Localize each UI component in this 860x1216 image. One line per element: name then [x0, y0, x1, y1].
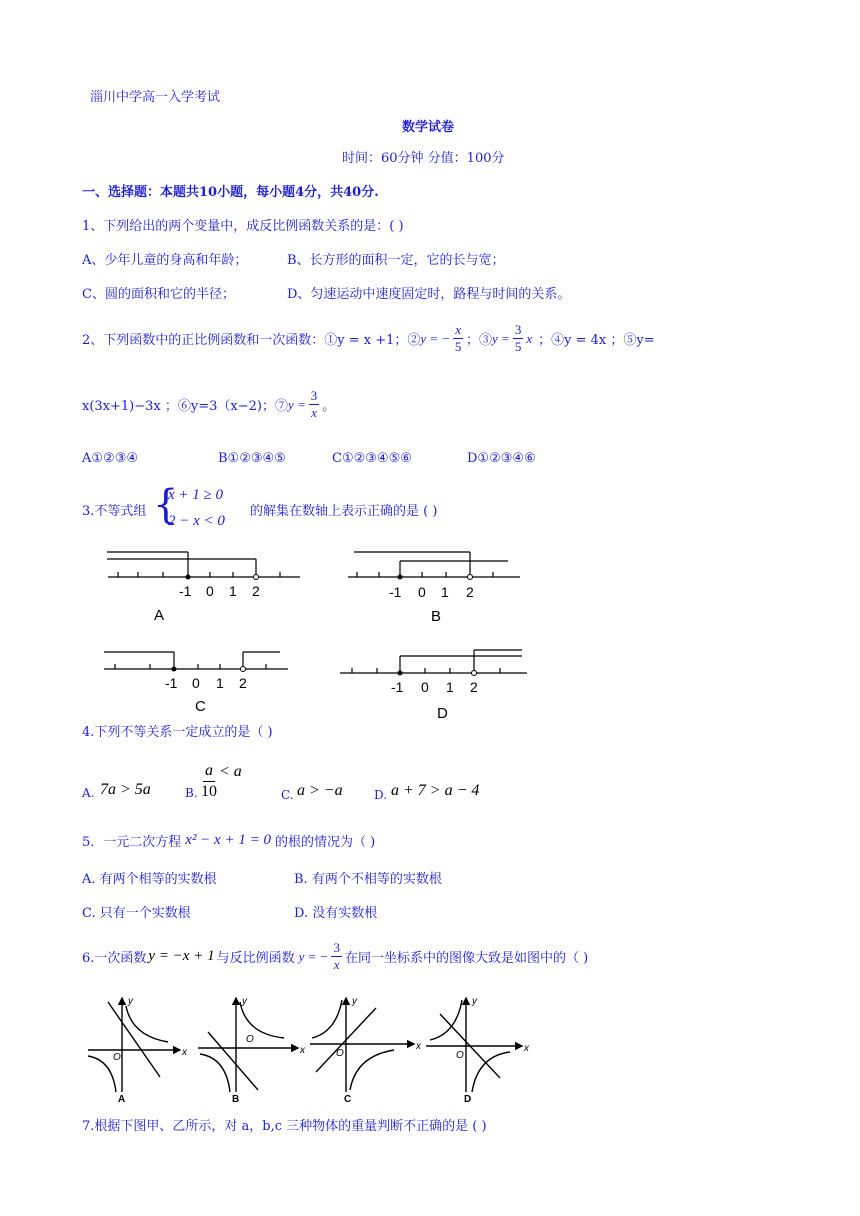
q4-option-c-label: C. — [281, 788, 294, 802]
q3-brace: { — [153, 482, 179, 528]
q6-graph-d — [426, 998, 522, 1092]
q2-f2-den: 5 — [514, 339, 522, 354]
q2-f2-rhs: x — [526, 330, 533, 346]
q6-f-lhs: y = − — [298, 948, 329, 964]
q2-f3-lhs: y = — [287, 396, 306, 412]
q3-d-tick-0: 0 — [421, 679, 429, 695]
q5-option-d: D. 没有实数根 — [294, 906, 378, 921]
q2-option-a: A①②③④ — [82, 451, 139, 466]
q2-text-3: ；④y = 4x ；⑤y= — [538, 333, 655, 348]
q3-b-tick-neg1: -1 — [389, 584, 402, 600]
q3-b-tick-2: 2 — [466, 584, 474, 600]
q3-ineq-2: 2 − x < 0 — [168, 513, 225, 529]
q3-b-solid-dot — [398, 575, 403, 580]
q3-a-tick-1: 1 — [229, 583, 237, 599]
q2-text-4: x(3x+1)−3x ；⑥y=3（x−2)；⑦ — [82, 399, 288, 414]
q2-text-5: 。 — [322, 399, 336, 414]
section-heading: 一、选择题：本题共10小题，每小题4分，共40分. — [82, 185, 379, 200]
q1-stem: 1、下列给出的两个变量中，成反比例函数关系的是：( ) — [82, 219, 404, 234]
q6-c-axis-x: x — [416, 1041, 421, 1052]
q2-f3-den: x — [311, 405, 317, 420]
q3-a-solid-dot — [186, 575, 191, 580]
q2-line2 — [82, 388, 335, 421]
q3-label-a: A — [154, 607, 165, 624]
q3-c-solid-dot — [172, 667, 177, 672]
q3-c-tick-1: 1 — [216, 675, 224, 691]
q5-option-b: B. 有两个不相等的实数根 — [294, 872, 442, 887]
q3-number-lines — [90, 540, 540, 730]
q1-option-c: C、圆的面积和它的半径； — [82, 287, 235, 302]
q2-f1-lhs: y = − — [420, 330, 451, 346]
q2-f1-den: 5 — [454, 339, 462, 354]
q3-label-b: B — [431, 608, 442, 625]
q3-label-c: C — [195, 698, 206, 715]
q5-stem — [82, 831, 375, 850]
q6-d-axis-y: y — [472, 996, 477, 1007]
q3-d-tick-2: 2 — [470, 679, 478, 695]
q2-text-2: ；③ — [466, 333, 493, 348]
q4-b-num: a — [203, 761, 215, 782]
q2-option-d: D①②③④⑥ — [467, 451, 536, 466]
q4-option-b-label: B. — [185, 786, 198, 800]
q4-option-a: 7a > 5a — [100, 781, 151, 798]
q2-text-1: 2、下列函数中的正比例函数和一次函数：①y = x +1；② — [82, 333, 421, 348]
q4-b-rhs: < a — [219, 762, 242, 780]
q6-a-axis-y: y — [128, 996, 133, 1007]
q3-c-tick-0: 0 — [192, 675, 200, 691]
q6-eq1: y = −x + 1 — [148, 948, 215, 964]
q4-b-den: 10 — [201, 783, 217, 800]
q3-d-tick-neg1: -1 — [391, 679, 404, 695]
q5-pre: 5．一元二次方程 — [82, 835, 182, 850]
q2-f3-num: 3 — [310, 388, 318, 403]
q2-option-b: B①②③④⑤ — [218, 451, 286, 466]
school-name: 淄川中学高一入学考试 — [90, 90, 221, 105]
q5-equation: x² − x + 1 = 0 — [185, 832, 271, 848]
q4-option-d: a + 7 > a − 4 — [391, 782, 480, 799]
q2-fraction-3 — [309, 388, 320, 421]
q6-b-axis-x: x — [300, 1045, 305, 1056]
q1-option-b: B、长方形的面积一定，它的长与宽； — [287, 253, 505, 268]
q6-d-axis-x: x — [524, 1043, 529, 1054]
q3-d-solid-dot — [398, 671, 403, 676]
q3-c-open-dot — [241, 667, 246, 672]
q1-option-d: D、匀速运动中速度固定时，路程与时间的关系。 — [287, 287, 571, 302]
q4-option-a-label: A. — [82, 786, 95, 800]
q6-b-axis-y: y — [242, 996, 247, 1007]
q4-option-d-label: D. — [374, 788, 388, 802]
q2-option-c: C①②③④⑤⑥ — [332, 451, 412, 466]
q6-c-origin: O — [336, 1048, 344, 1059]
q3-a-tick-0: 0 — [206, 583, 214, 599]
q2-f2-lhs: y = — [492, 330, 510, 346]
q3-label-d: D — [437, 705, 448, 722]
q5-post: 的根的情况为（ ) — [274, 835, 376, 850]
q6-stem — [82, 940, 588, 973]
q6-f-num: 3 — [333, 940, 340, 955]
q6-label-c: C — [344, 1094, 352, 1104]
q6-graph-c — [310, 998, 414, 1092]
q6-b-origin: O — [246, 1034, 254, 1045]
q6-c-axis-y: y — [352, 996, 357, 1007]
q3-figure-d — [340, 650, 527, 673]
q3-ineq-1: x + 1 ≥ 0 — [168, 487, 224, 503]
q3-a-open-dot — [254, 575, 259, 580]
q6-f-den: x — [333, 957, 340, 972]
q3-figure-a — [107, 552, 300, 577]
exam-info: 时间：60分钟 分值：100分 — [342, 151, 505, 166]
q6-label-a: A — [118, 1094, 126, 1104]
q3-b-tick-0: 0 — [418, 584, 426, 600]
q7-stem: 7.根据下图甲、乙所示，对 a，b,c 三种物体的重量判断不正确的是 ( ) — [82, 1119, 487, 1134]
q4-option-b — [201, 761, 242, 802]
q5-option-c: C. 只有一个实数根 — [82, 906, 191, 921]
q3-d-open-dot — [472, 671, 477, 676]
q3-b-open-dot — [468, 575, 473, 580]
q6-a-origin: O — [113, 1052, 121, 1063]
q5-option-a: A. 有两个相等的实数根 — [82, 872, 217, 887]
q3-a-tick-neg1: -1 — [179, 583, 192, 599]
q6-post: 在同一坐标系中的图像大致是如图中的（ ) — [344, 951, 589, 966]
q6-d-origin: O — [456, 1050, 464, 1061]
q6-graph-a — [88, 998, 180, 1092]
q3-post: 的解集在数轴上表示正确的是 ( ) — [250, 504, 438, 519]
q4-stem: 4.下列不等关系一定成立的是（ ) — [82, 725, 273, 740]
q6-mid: 与反比例函数 — [216, 951, 295, 966]
q3-c-tick-2: 2 — [239, 675, 247, 691]
paper-title: 数学试卷 — [402, 120, 455, 135]
q2-f2-num: 3 — [514, 322, 522, 337]
q6-label-b: B — [232, 1094, 240, 1104]
q3-b-tick-1: 1 — [441, 584, 449, 600]
q6-graph-b — [198, 998, 298, 1092]
q1-option-a: A、少年儿童的身高和年龄； — [82, 253, 248, 268]
q6-label-d: D — [464, 1094, 472, 1104]
q3-a-tick-2: 2 — [252, 583, 260, 599]
q2-line1 — [82, 322, 655, 355]
q6-pre: 6.一次函数 — [82, 951, 147, 966]
q3-pre: 3.不等式组 — [82, 504, 147, 519]
q2-fraction-1 — [453, 322, 463, 355]
q6-graphs — [80, 992, 540, 1104]
q2-f1-num: x — [455, 322, 462, 337]
q3-c-tick-neg1: -1 — [165, 675, 178, 691]
q2-fraction-2 — [513, 322, 524, 355]
q3-figure-b — [348, 552, 520, 577]
q6-fraction — [331, 940, 342, 973]
q3-figure-c — [104, 652, 288, 669]
q4-option-b-fraction — [201, 761, 217, 802]
q4-option-c: a > −a — [297, 782, 343, 799]
q3-d-tick-1: 1 — [446, 679, 454, 695]
q6-a-axis-x: x — [182, 1047, 187, 1058]
